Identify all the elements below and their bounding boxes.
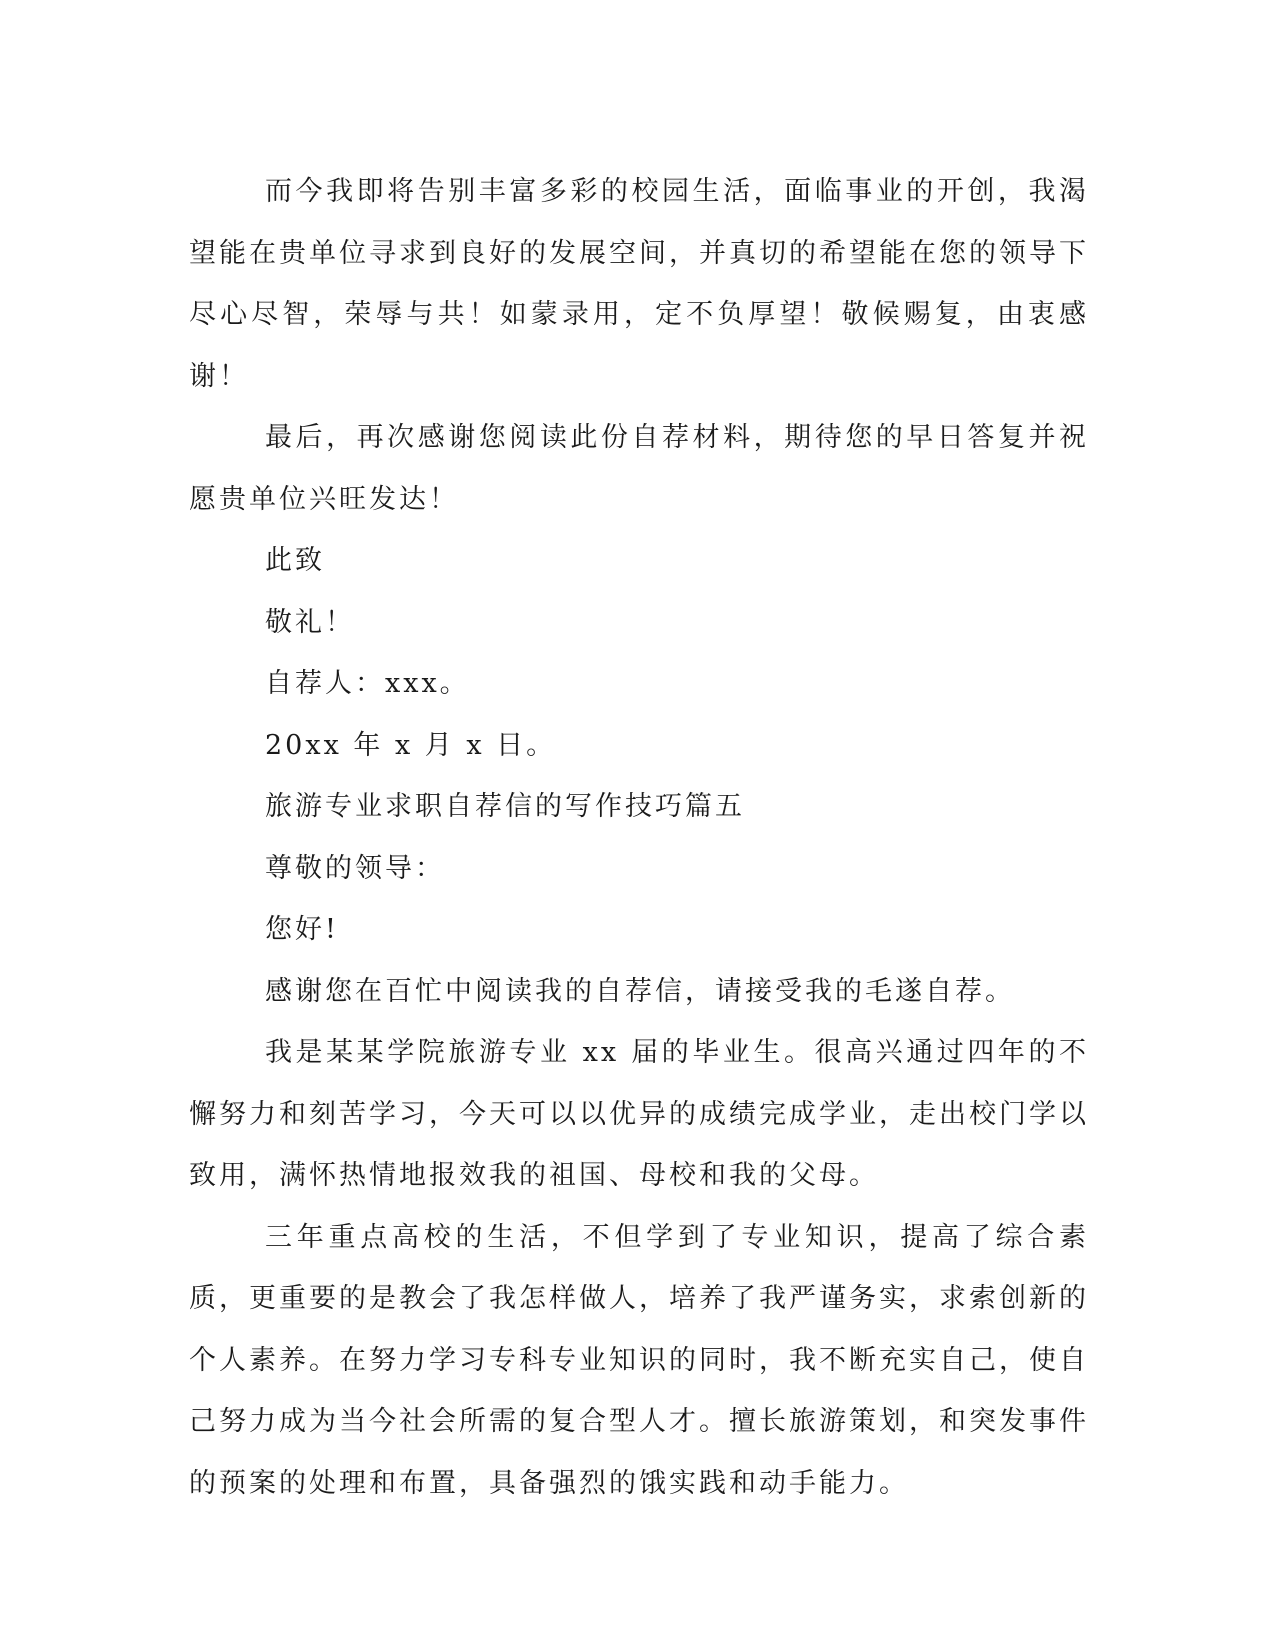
hello-line: 您好! (265, 914, 339, 945)
greeting-line: 尊敬的领导： (265, 852, 445, 884)
paragraph-background: 我是某某学院旅游专业 xx 届的毕业生。很高兴通过四年的不懈努力和刻苦学习，今天可以以优异的成绩完成学业，走出校门学以致用，满怀热情地报效我的祖国、母校和我的父母。 (189, 1037, 1089, 1191)
paragraph-thanks: 最后，再次感谢您阅读此份自荐材料，期待您的早日答复并祝愿贵单位兴旺发达！ (189, 422, 1089, 515)
closing-salutation: 此致 (265, 545, 325, 576)
document-page (189, 161, 1089, 1514)
section-title: 旅游专业求职自荐信的写作技巧篇五 (265, 791, 745, 822)
signer-line: 自荐人：xxx。 (265, 668, 470, 699)
closing-regards: 敬礼！ (265, 606, 355, 638)
paragraph-farewell: 而今我即将告别丰富多彩的校园生活，面临事业的开创，我渴望能在贵单位寻求到良好的发展空间，并真切的希望能在您的领导下尽心尽智，荣辱与共！如蒙录用，定不负厚望！敬候赐复，由衷感谢！ (189, 176, 1089, 392)
paragraph-intro: 感谢您在百忙中阅读我的自荐信，请接受我的毛遂自荐。 (265, 975, 1015, 1007)
paragraph-skills: 三年重点高校的生活，不但学到了专业知识，提高了综合素质，更重要的是教会了我怎样做人，培养了我严谨务实，求索创新的个人素养。在努力学习专科专业知识的同时，我不断充实自己，使自己努力成为当今社会所需的复合型人才。擅长旅游策划，和突发事件的预案的处理和布置，具备强烈的饿实践和动手能力。 (189, 1221, 1089, 1499)
date-line: 20xx 年 x 月 x 日。 (265, 729, 557, 761)
